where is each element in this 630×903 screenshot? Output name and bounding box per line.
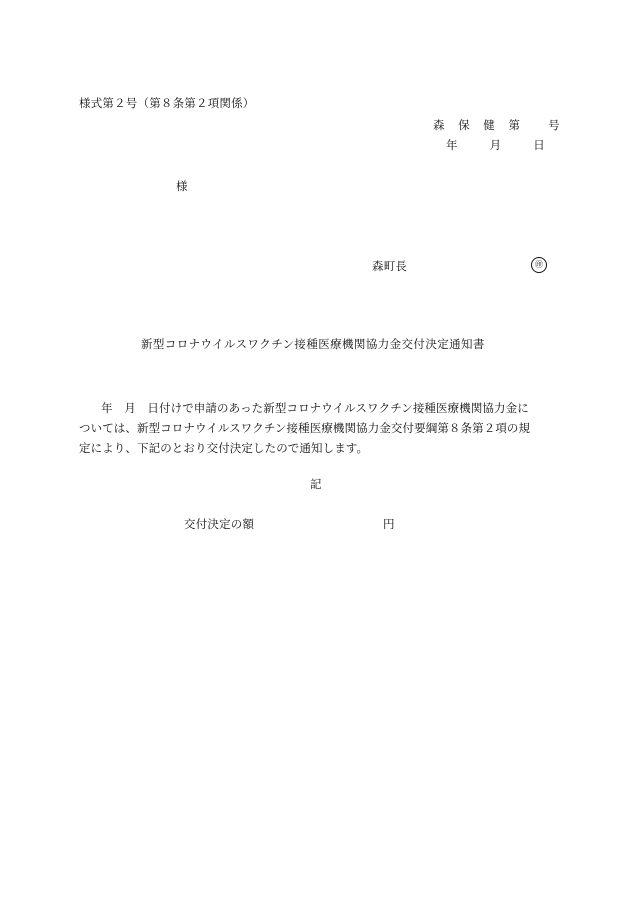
body-line: ついては、新型コロナウイルスワクチン接種医療機関協力金交付要綱第８条第２項の規 bbox=[79, 421, 531, 435]
addressee-suffix: 様 bbox=[176, 179, 188, 193]
reference-number: 森 保 健 第 号 bbox=[433, 118, 563, 132]
document-title: 新型コロナウイルスワクチン接種医療機関協力金交付決定通知書 bbox=[141, 337, 485, 351]
body-line: 年 月 日付けで申請のあった新型コロナウイルスワクチン接種医療機関協力金に bbox=[101, 401, 529, 415]
ki-heading: 記 bbox=[310, 477, 322, 491]
issue-date: 年 月 日 bbox=[446, 138, 546, 152]
issuer-name: 森町長 bbox=[372, 259, 408, 273]
seal-icon: ㊞ bbox=[531, 257, 547, 273]
body-line: 定により、下記のとおり交付決定したので通知します。 bbox=[79, 441, 369, 455]
yen-unit: 円 bbox=[383, 517, 395, 531]
form-number: 様式第２号（第８条第２項関係） bbox=[79, 96, 255, 110]
grant-amount-label: 交付決定の額 bbox=[184, 517, 255, 531]
body-paragraph bbox=[79, 398, 554, 458]
